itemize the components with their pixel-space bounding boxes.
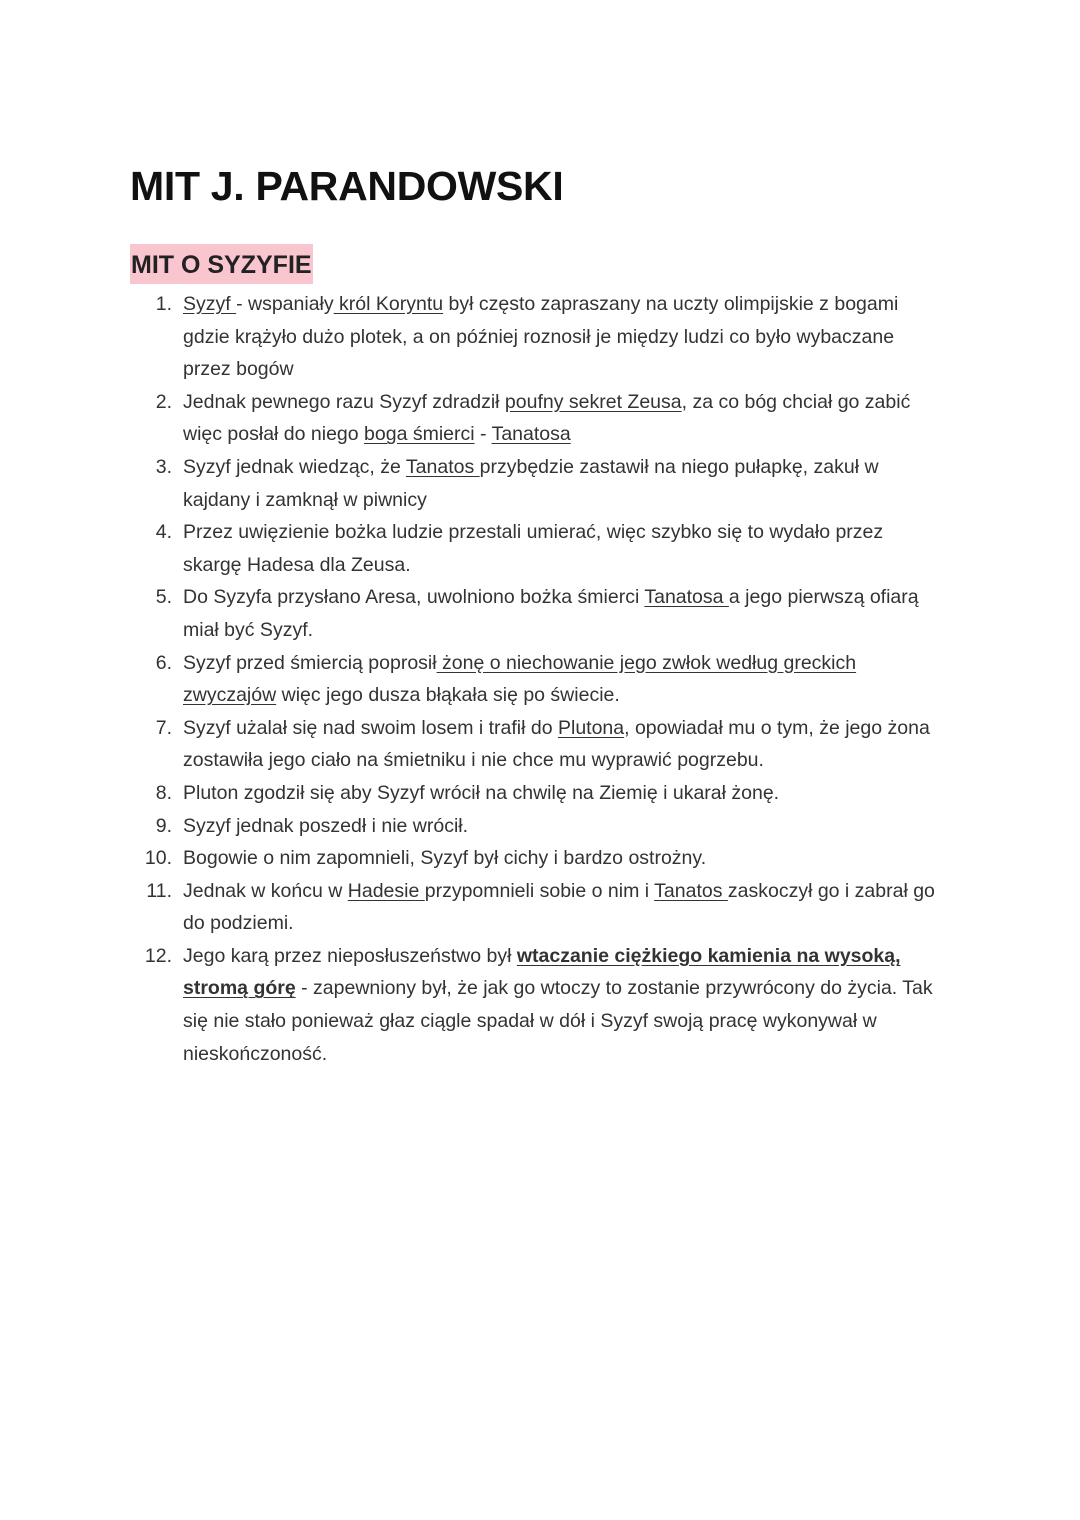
- list-item: [146, 875, 943, 940]
- text-segment: -: [474, 423, 492, 446]
- underlined-text-segment: król Koryntu: [333, 293, 444, 315]
- underlined-text-segment: boga śmierci: [364, 423, 475, 446]
- underlined-text-segment: Tanatosa: [491, 423, 571, 446]
- list-item-number: 5.: [155, 586, 172, 609]
- story-list: [144, 288, 943, 1070]
- text-segment: - wspaniały: [236, 293, 334, 315]
- list-item: [155, 516, 943, 581]
- list-item: [155, 386, 943, 451]
- text-segment: Syzyf użalał się nad swoim losem i trafił do: [183, 716, 558, 739]
- text-segment: Syzyf jednak wiedząc, że: [183, 455, 406, 478]
- text-segment: przybędzie zastawił na niego pułapkę, zakuł w kajdany i zamknął w piwnicy: [183, 455, 879, 511]
- underlined-text-segment: Hadesie: [347, 879, 425, 902]
- list-item: [144, 940, 943, 1070]
- text-segment: Do Syzyfa przysłano Aresa, uwolniono bożka śmierci: [183, 586, 645, 609]
- list-item-number: 11.: [146, 879, 172, 902]
- list-item-number: 1.: [155, 293, 172, 315]
- text-segment: więc jego dusza błąkała się po świecie.: [276, 684, 620, 707]
- list-item: [155, 712, 943, 777]
- text-segment: przypomnieli sobie o nim i: [424, 879, 655, 902]
- list-item-number: 12.: [144, 944, 172, 967]
- text-segment: a jego pierwszą ofiarą miał być Syzyf.: [183, 586, 919, 641]
- underlined-text-segment: Tanatosa: [644, 586, 729, 609]
- underlined-text-segment: Plutona: [557, 716, 625, 739]
- text-segment: Jego karą przez nieposłuszeństwo był: [183, 944, 517, 967]
- text-segment: zaskoczył go i zabrał go do podziemi.: [183, 879, 935, 935]
- list-item-number: 3.: [155, 455, 172, 478]
- underlined-text-segment: wtaczanie ciężkiego kamienia na wysoką, stromą górę: [183, 944, 901, 1000]
- list-item-number: 10.: [144, 847, 172, 870]
- underlined-text-segment: żonę o niechowanie jego zwłok według greckich zwyczajów: [183, 651, 857, 707]
- text-segment: , za co bóg chciał go zabić więc posłał do niego: [183, 390, 911, 446]
- list-item-number: 9.: [155, 814, 172, 837]
- underlined-text-segment: Tanatos: [405, 455, 480, 478]
- list-item-number: 6.: [155, 651, 172, 674]
- text-segment: Syzyf przed śmiercią poprosił: [183, 651, 437, 674]
- list-item: [155, 810, 943, 843]
- section-heading: MIT O SYZYFIE: [130, 244, 313, 284]
- list-item: [155, 581, 943, 646]
- list-item-number: 8.: [155, 781, 172, 804]
- text-segment: był często zapraszany na uczty olimpijskie z bogami gdzie krążyło dużo plotek, a on później roznosił je między ludzi co było wybaczane przez bogów: [183, 293, 899, 381]
- text-segment: , opowiadał mu o tym, że jego żona zostawiła jego ciało na śmietniku i nie chce mu wyprawić pogrzebu.: [183, 716, 930, 772]
- text-segment: Jednak w końcu w: [183, 879, 348, 902]
- list-item: [155, 777, 943, 810]
- text-segment: Jednak pewnego razu Syzyf zdradził: [183, 390, 505, 413]
- text-segment: Pluton zgodził się aby Syzyf wrócił na chwilę na Ziemię i ukarał żonę.: [183, 781, 780, 804]
- list-item: [155, 647, 943, 712]
- underlined-text-segment: Syzyf: [183, 293, 237, 315]
- list-item: [155, 288, 943, 386]
- text-segment: Bogowie o nim zapomnieli, Syzyf był cichy i bardzo ostrożny.: [183, 847, 707, 870]
- underlined-text-segment: poufny sekret Zeusa: [504, 390, 682, 413]
- text-segment: Przez uwięzienie bożka ludzie przestali umierać, więc szybko się to wydało przez skargę Hadesa dla Zeusa.: [183, 521, 884, 576]
- underlined-text-segment: Tanatos: [654, 879, 728, 902]
- list-item: [144, 842, 943, 875]
- list-item-number: 7.: [155, 716, 172, 739]
- list-item-number: 4.: [155, 521, 172, 544]
- list-item: [155, 451, 943, 516]
- text-segment: - zapewniony był, że jak go wtoczy to zostanie przywrócony do życia. Tak się nie stało ponieważ głaz ciągle spadał w dół i Syzyf swoją pracę wykonywał w nieskończoność.: [183, 977, 933, 1065]
- text-segment: Syzyf jednak poszedł i nie wrócił.: [183, 814, 469, 837]
- document-title: MIT J. PARANDOWSKI: [130, 163, 564, 209]
- list-item-number: 2.: [155, 390, 172, 413]
